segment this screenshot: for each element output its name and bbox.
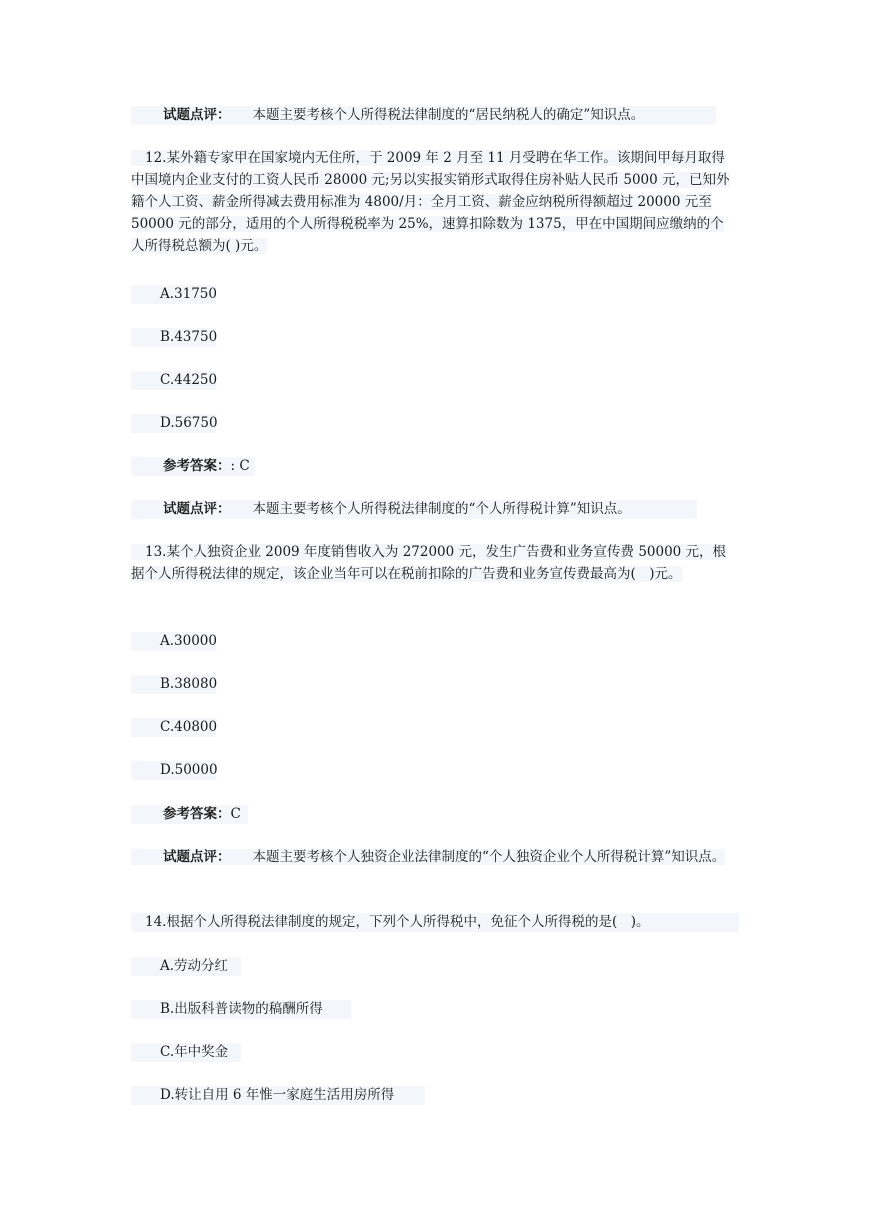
question-12-text: 12.某外籍专家甲在国家境内无住所，于 2009 年 2 月至 11 月受聘在华工作。该期间甲每月取得中国境内企业支付的工资人民币 28000 元;另以实报实销形式取得住房补贴人民币 5000 元，已知外籍个人工资、薪金所得减去费用标准为 4800/月：全月工资、薪金应纳税所得额超过 20000 元至 50000 元的部分，适用的个人所得税税率为 25%，速算扣除数为 1375，甲在中国期间应缴纳的个人所得税总额为( )元。: [131, 150, 730, 254]
question-14-text: 14.根据个人所得税法律制度的规定，下列个人所得税中，免征个人所得税的是( )。: [145, 914, 650, 930]
answer-label: 参考答案：: [163, 806, 231, 822]
review-label: 试题点评：: [163, 501, 231, 517]
question-14-option-b: B.出版科普读物的稿酬所得: [131, 1000, 351, 1019]
question-13-option-c: C.40800: [131, 718, 216, 737]
question-13-option-a: A.30000: [131, 632, 216, 651]
question-12-option-c: C.44250: [131, 371, 216, 390]
answer-value: C: [230, 806, 241, 822]
question-14-option-d: D.转让自用 6 年惟一家庭生活用房所得: [131, 1086, 425, 1105]
answer-label: 参考答案：: [163, 458, 231, 474]
question-12-option-a: A.31750: [131, 285, 216, 304]
answer-value: : C: [230, 458, 250, 474]
question-13-answer: [131, 805, 248, 824]
question-14-option-a: A.劳动分红: [131, 957, 241, 976]
review-q12: [131, 500, 697, 519]
question-12-option-d: D.56750: [131, 414, 216, 433]
review-q13: [131, 846, 737, 868]
question-12-stem: [131, 147, 737, 257]
question-12-option-b: B.43750: [131, 328, 216, 347]
question-13-option-b: B.38080: [131, 675, 216, 694]
review-label: 试题点评：: [163, 849, 231, 865]
question-13-option-d: D.50000: [131, 761, 216, 780]
question-14-option-c: C.年中奖金: [131, 1043, 241, 1062]
review-text: 本题主要考核个人所得税法律制度的“个人所得税计算”知识点。: [252, 501, 631, 517]
review-label: 试题点评：: [163, 107, 231, 123]
question-14-stem: [131, 913, 739, 932]
review-text: 本题主要考核个人所得税法律制度的“居民纳税人的确定”知识点。: [252, 107, 645, 123]
question-12-answer: [131, 457, 255, 476]
question-13-text: 13.某个人独资企业 2009 年度销售收入为 272000 元，发生广告费和业务宣传费 50000 元，根据个人所得税法律的规定，该企业当年可以在税前扣除的广告费和业务宣传费最高为( )元。: [131, 544, 727, 582]
review-q11: [131, 106, 716, 125]
question-13-stem: [131, 541, 737, 585]
review-text: 本题主要考核个人独资企业法律制度的“个人独资企业个人所得税计算”知识点。: [252, 849, 726, 865]
